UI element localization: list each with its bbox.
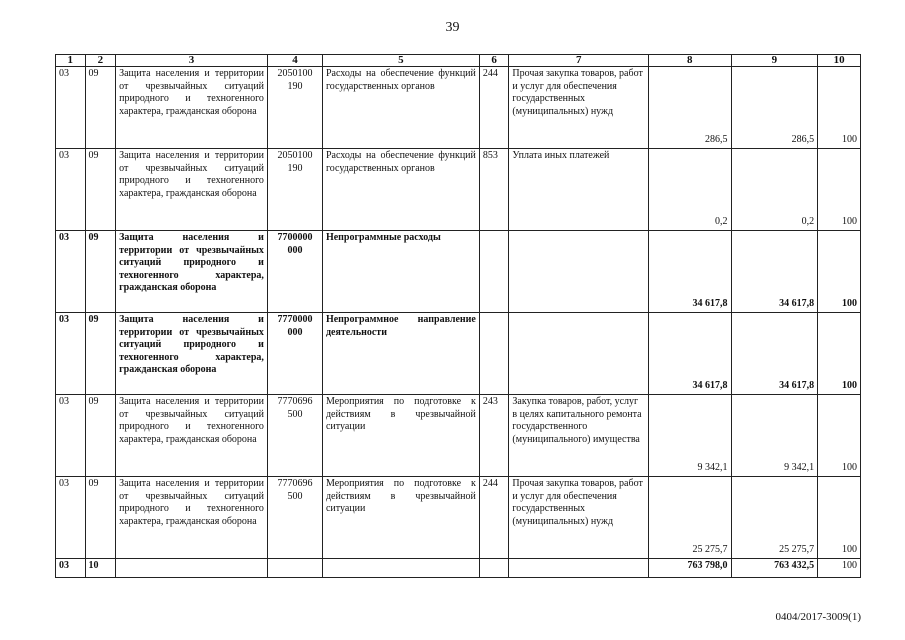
- target-article-code: 7770000 000: [267, 313, 322, 395]
- expense-type-name: [509, 313, 649, 395]
- amount-col9: 25 275,7: [731, 477, 818, 559]
- expense-type-name: Прочая закупка товаров, работ и услуг для обеспечения государственных (муниципальных) нужд: [509, 477, 649, 559]
- expense-type-name: [509, 231, 649, 313]
- expense-type-code: 244: [479, 477, 509, 559]
- target-article-code: 7700000 000: [267, 231, 322, 313]
- target-article-name: Мероприятия по подготовке к действиям в чрезвычайной ситуации: [322, 395, 479, 477]
- table-row: [56, 149, 861, 231]
- expense-type-code: [479, 313, 509, 395]
- section-code: 03: [56, 477, 86, 559]
- subsection-code: 09: [85, 231, 116, 313]
- expense-type-name: [509, 559, 649, 578]
- amount-col9: 34 617,8: [731, 231, 818, 313]
- table-row: [56, 313, 861, 395]
- header-cell: 2: [85, 55, 116, 67]
- amount-col8: 0,2: [649, 149, 732, 231]
- target-article-name: [322, 559, 479, 578]
- section-name: Защита населения и территории от чрезвычайных ситуаций природного и техногенного характера, гражданская оборона: [116, 313, 268, 395]
- document-code: 0404/2017-3009(1): [775, 611, 861, 623]
- amount-col8: 34 617,8: [649, 313, 732, 395]
- header-cell: 8: [649, 55, 732, 67]
- header-cell: 7: [509, 55, 649, 67]
- header-cell: 4: [267, 55, 322, 67]
- percent-col10: 100: [818, 67, 861, 149]
- expense-type-name: Прочая закупка товаров, работ и услуг для обеспечения государственных (муниципальных) нужд: [509, 67, 649, 149]
- subsection-code: 09: [85, 149, 116, 231]
- target-article-code: 2050100 190: [267, 67, 322, 149]
- percent-col10: 100: [818, 313, 861, 395]
- subsection-code: 09: [85, 395, 116, 477]
- table-row: [56, 477, 861, 559]
- expense-type-code: [479, 559, 509, 578]
- percent-col10: 100: [818, 231, 861, 313]
- section-name: Защита населения и территории от чрезвычайных ситуаций природного и техногенного характера, гражданская оборона: [116, 67, 268, 149]
- total-row: [56, 559, 861, 578]
- total-amount-col8: 763 798,0: [649, 559, 732, 578]
- subsection-code: 09: [85, 477, 116, 559]
- percent-col10: 100: [818, 395, 861, 477]
- header-cell: 9: [731, 55, 818, 67]
- target-article-name: Расходы на обеспечение функций государственных органов: [322, 67, 479, 149]
- header-cell: 6: [479, 55, 509, 67]
- expense-type-code: 853: [479, 149, 509, 231]
- percent-col10: 100: [818, 149, 861, 231]
- target-article-name: Расходы на обеспечение функций государственных органов: [322, 149, 479, 231]
- subsection-code: 10: [85, 559, 116, 578]
- section-code: 03: [56, 67, 86, 149]
- subsection-code: 09: [85, 67, 116, 149]
- target-article-code: 7770696 500: [267, 395, 322, 477]
- amount-col8: 9 342,1: [649, 395, 732, 477]
- amount-col8: 286,5: [649, 67, 732, 149]
- section-code: 03: [56, 559, 86, 578]
- expense-type-code: 244: [479, 67, 509, 149]
- section-name: Защита населения и территории от чрезвычайных ситуаций природного и техногенного характера, гражданская оборона: [116, 149, 268, 231]
- target-article-code: [267, 559, 322, 578]
- target-article-name: Непрограммное направление деятельности: [322, 313, 479, 395]
- amount-col9: 34 617,8: [731, 313, 818, 395]
- amount-col9: 9 342,1: [731, 395, 818, 477]
- target-article-name: Мероприятия по подготовке к действиям в чрезвычайной ситуации: [322, 477, 479, 559]
- page-number: 39: [445, 20, 460, 35]
- expense-type-name: Закупка товаров, работ, услуг в целях капитального ремонта государственного (муниципального) имущества: [509, 395, 649, 477]
- section-code: 03: [56, 395, 86, 477]
- table-row: [56, 67, 861, 149]
- amount-col9: 0,2: [731, 149, 818, 231]
- target-article-code: 2050100 190: [267, 149, 322, 231]
- section-name: [116, 559, 268, 578]
- section-code: 03: [56, 313, 86, 395]
- header-cell: 5: [322, 55, 479, 67]
- expense-type-code: [479, 231, 509, 313]
- subsection-code: 09: [85, 313, 116, 395]
- expense-type-code: 243: [479, 395, 509, 477]
- percent-col10: 100: [818, 477, 861, 559]
- table-row: [56, 231, 861, 313]
- total-amount-col9: 763 432,5: [731, 559, 818, 578]
- amount-col8: 34 617,8: [649, 231, 732, 313]
- header-cell: 10: [818, 55, 861, 67]
- section-name: Защита населения и территории от чрезвычайных ситуаций природного и техногенного характера, гражданская оборона: [116, 231, 268, 313]
- target-article-name: Непрограммные расходы: [322, 231, 479, 313]
- target-article-code: 7770696 500: [267, 477, 322, 559]
- section-name: Защита населения и территории от чрезвычайных ситуаций природного и техногенного характера, гражданская оборона: [116, 395, 268, 477]
- header-row: [56, 55, 861, 67]
- budget-table: [55, 54, 861, 578]
- header-cell: 1: [56, 55, 86, 67]
- section-code: 03: [56, 149, 86, 231]
- total-percent-col10: 100: [818, 559, 861, 578]
- amount-col8: 25 275,7: [649, 477, 732, 559]
- amount-col9: 286,5: [731, 67, 818, 149]
- table-row: [56, 395, 861, 477]
- section-name: Защита населения и территории от чрезвычайных ситуаций природного и техногенного характера, гражданская оборона: [116, 477, 268, 559]
- expense-type-name: Уплата иных платежей: [509, 149, 649, 231]
- header-cell: 3: [116, 55, 268, 67]
- section-code: 03: [56, 231, 86, 313]
